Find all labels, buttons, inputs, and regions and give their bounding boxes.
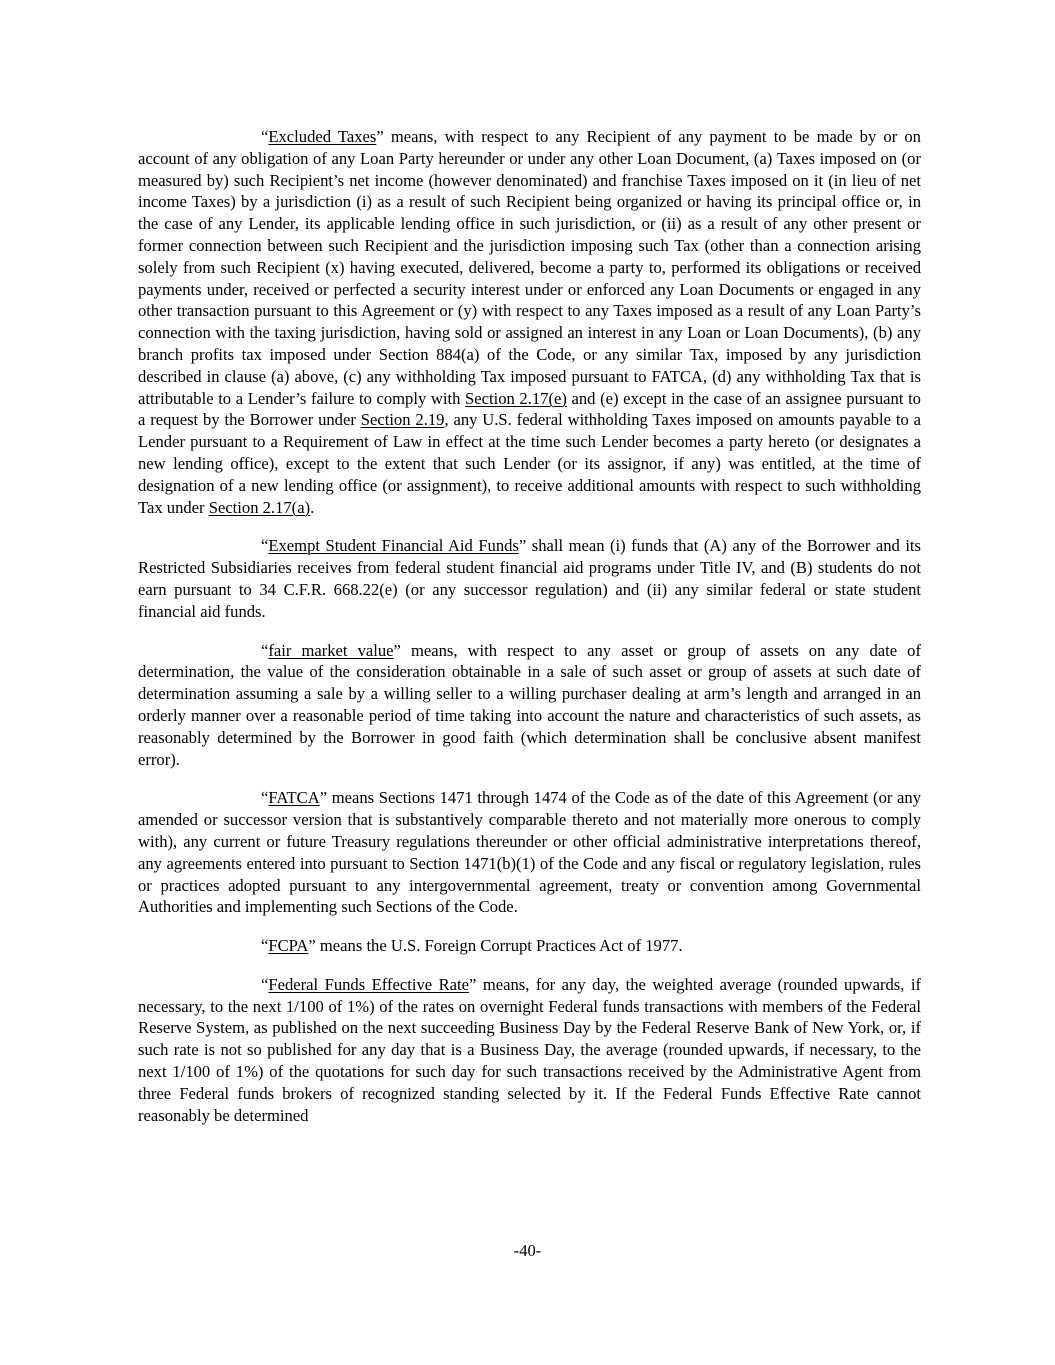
close-quote: ”: [319, 788, 328, 808]
definition-excluded-taxes: [138, 126, 921, 518]
definition-text: and (e) except in the case of an assignee pursuant to a request by the Borrower under: [138, 388, 921, 430]
definition-text: means, with respect to any asset or group of assets on any date of determination, the value of the consideration obtainable in a sale of such asset or group of assets at such date of determination assuming a sale by a willing seller to a willing purchaser dealing at arm’s length and arranged in an orderly manner over a reasonable period of time taking into account the nature and characteristics of such assets, as reasonably determined by the Borrower in good faith (which determination shall be conclusive absent manifest error).: [138, 640, 921, 769]
open-quote: “: [261, 974, 269, 994]
close-quote: ”: [308, 936, 316, 956]
defined-term: Excluded Taxes: [268, 127, 377, 146]
defined-term: Exempt Student Financial Aid Funds: [268, 536, 519, 556]
definition-text: means Sections 1471 through 1474 of the Code as of the date of this Agreement (or any amended or successor version that is substantively comparable thereto and not materially more onerous to comply with), any current or future Treasury regulations thereunder or other official administrative interpretations thereof, any agreements entered into pursuant to Section 1471(b)(1) of the Code and any fiscal or regulatory legislation, rules or practices adopted pursuant to any intergovernmental agreement, treaty or convention among Governmental Authorities and implementing such Sections of the Code.: [138, 788, 921, 917]
document-page: [138, 126, 921, 1143]
open-quote: “: [261, 536, 269, 556]
page-number: -40-: [513, 1241, 542, 1260]
open-quote: “: [261, 640, 269, 660]
definition-text: shall mean (i) funds that (A) any of the Borrower and its Restricted Subsidiaries receives from federal student financial aid programs under Title IV, and (B) students do not earn pursuant to 34 C.F.R. 668.22(e) (or any successor regulation) and (ii) any similar federal or state student financial aid funds.: [138, 536, 921, 621]
open-quote: “: [261, 127, 269, 146]
definition-fatca: [138, 787, 921, 918]
definition-fair-market-value: [138, 640, 921, 771]
definition-text: means the U.S. Foreign Corrupt Practices Act of 1977.: [315, 936, 683, 956]
definition-text: .: [310, 497, 315, 517]
section-reference: Section 2.17(e): [465, 388, 567, 408]
open-quote: “: [261, 788, 269, 808]
section-reference: Section 2.19: [360, 410, 445, 430]
definition-fcpa: [138, 935, 921, 957]
defined-term: Federal Funds Effective Rate: [268, 974, 470, 994]
defined-term: FATCA: [268, 788, 320, 808]
definition-federal-funds-effective-rate: [138, 974, 921, 1127]
close-quote: ”: [469, 974, 477, 994]
close-quote: ”: [518, 536, 527, 556]
close-quote: ”: [393, 640, 401, 660]
close-quote: ”: [376, 127, 384, 146]
section-reference: Section 2.17(a): [208, 497, 311, 517]
defined-term: fair market value: [268, 640, 394, 660]
defined-term: FCPA: [268, 936, 309, 956]
open-quote: “: [261, 936, 269, 956]
definition-text: means, for any day, the weighted average (rounded upwards, if necessary, to the next 1/100 of 1%) of the rates on overnight Federal funds transactions with members of the Federal Reserve System, as published on the next succeeding Business Day by the Federal Reserve Bank of New York, or, if such rate is not so published for any day that is a Business Day, the average (rounded upwards, if necessary, to the next 1/100 of 1%) of the quotations for such day for such transactions received by the Administrative Agent from three Federal funds brokers of recognized standing selected by it. If the Federal Funds Effective Rate cannot reasonably be determined: [138, 974, 921, 1125]
definition-text: , any U.S. federal withholding Taxes imposed on amounts payable to a Lender pursuant to a Requirement of Law in effect at the time such Lender becomes a party hereto (or designates a new lending office), except to the extent that such Lender (or its assignor, if any) was entitled, at the time of designation of a new lending office (or assignment), to receive additional amounts with respect to such withholding Tax under: [138, 410, 921, 517]
definition-text: means, with respect to any Recipient of any payment to be made by or on account of any obligation of any Loan Party hereunder or under any other Loan Document, (a) Taxes imposed on (or measured by) such Recipient’s net income (however denominated) and franchise Taxes imposed on it (in lieu of net income Taxes) by a jurisdiction (i) as a result of such Recipient being organized or having its principal office or, in the case of any Lender, its applicable lending office in such jurisdiction, or (ii) as a result of any other present or former connection between such Recipient and the jurisdiction imposing such Tax (other than a connection arising solely from such Recipient (x) having executed, delivered, become a party to, performed its obligations or received payments under, received or perfected a security interest under or enforced any Loan Documents or engaged in any other transaction pursuant to this Agreement or (y) with respect to any Taxes imposed as a result of any Loan Party’s connection with the taxing jurisdiction, having sold or assigned an interest in any Loan or Loan Documents), (b) any branch profits tax imposed under Section 884(a) of the Code, or any similar Tax, imposed by any jurisdiction described in clause (a) above, (c) any withholding Tax imposed pursuant to FATCA, (d) any withholding Tax that is attributable to a Lender’s failure to comply with: [138, 127, 921, 408]
definition-exempt-student-financial-aid-funds: [138, 535, 921, 622]
